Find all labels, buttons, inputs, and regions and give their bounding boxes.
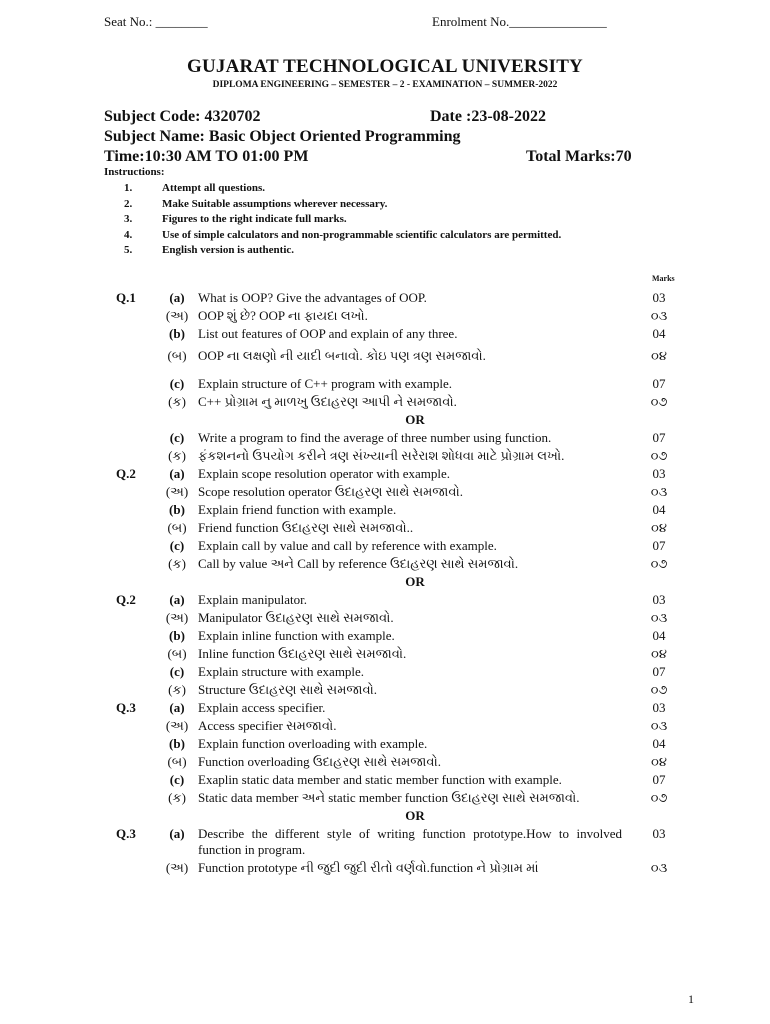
instruction-number: 4. [124,228,133,241]
question-text-gujarati: Friend function ઉદાહરણ સાથે સમજાવો.. [198,520,414,535]
question-marks: ૦૪ [651,754,667,769]
question-marks: 07 [652,538,666,553]
question-number: Q.2 [116,592,136,607]
sub-question-label: (અ) [165,308,189,323]
question-marks: ૦૪ [651,348,667,363]
question-marks: 04 [652,326,666,341]
enrolment-number-label: Enrolment No._______________ [432,14,607,29]
total-marks: Total Marks:70 [526,148,632,165]
sub-question-label: (c) [169,376,185,391]
question-marks: 07 [652,664,666,679]
exam-time: Time:10:30 AM TO 01:00 PM [104,148,309,165]
instruction-text: Make Suitable assumptions wherever necessary. [162,197,388,210]
question-marks: ૦૭ [650,682,668,697]
question-row [100,592,690,608]
question-text-english: Explain structure with example. [198,664,365,679]
question-text-gujarati: OOP શું છે? OOP ના ફાયદા લખો. [198,308,368,323]
question-text-gujarati: Function prototype ની જુદી જુદી રીતો વર્ણવો.function ને પ્રોગ્રામ માં [198,860,539,875]
question-marks: 03 [652,466,666,481]
sub-question-label: (ક) [168,790,186,805]
question-marks: 07 [652,376,666,391]
question-marks: 07 [652,772,666,787]
question-row [100,646,690,662]
question-marks: ૦૩ [650,860,668,875]
subject-name: Subject Name: Basic Object Oriented Programming [104,128,461,145]
sub-question-label: (ક) [168,448,186,463]
question-marks: ૦૪ [651,520,667,535]
sub-question-label: (c) [169,664,185,679]
university-title: GUJARAT TECHNOLOGICAL UNIVERSITY [187,56,583,77]
question-marks: ૦૩ [650,718,668,733]
question-number: Q.2 [116,466,136,481]
question-marks: ૦૪ [651,646,667,661]
question-text-english: Explain function overloading with example. [198,736,428,751]
sub-question-label: (બ) [167,348,187,363]
exam-date: Date :23-08-2022 [430,108,546,125]
sub-question-label: (અ) [165,718,189,733]
question-text-english: Write a program to find the average of three number using function. [198,430,552,445]
questions-table [100,290,690,878]
question-text-english: Explain friend function with example. [198,502,397,517]
question-text-english: Explain structure of C++ program with example. [198,376,453,391]
instruction-number: 2. [124,197,133,210]
question-row [100,754,690,770]
sub-question-label: (બ) [167,520,187,535]
instruction-text: Figures to the right indicate full marks. [162,213,347,225]
question-row [100,664,690,680]
question-row [100,790,690,806]
question-marks: 04 [652,628,666,643]
sub-question-label: (a) [169,592,185,607]
question-row [100,682,690,698]
question-text-gujarati: ફંકશનનો ઉપયોગ કરીને ત્રણ સંખ્યાની સરેરાશ શોધવા માટે પ્રોગ્રામ લખો. [198,448,565,463]
question-marks: ૦૭ [650,448,668,463]
question-text-english: Exaplin static data member and static member function with example. [198,772,562,787]
question-row [100,736,690,752]
sub-question-label: (b) [169,628,185,643]
sub-question-label: (b) [169,736,185,751]
sub-question-label: (a) [169,290,185,305]
sub-question-label: (બ) [167,754,187,769]
question-text-english: What is OOP? Give the advantages of OOP. [198,290,427,305]
question-row [100,348,690,364]
question-row [100,326,690,342]
sub-question-label: (c) [169,538,185,553]
subject-code: Subject Code: 4320702 [104,108,261,125]
question-text-english: Describe the different style of writing function prototype.How to involved function in program. [198,826,622,857]
question-row [100,502,690,518]
question-marks: 03 [652,592,666,607]
or-separator: OR [405,412,425,427]
marks-column-heading: Marks [652,274,675,283]
sub-question-label: (ક) [168,682,186,697]
question-text-english: Explain access specifier. [198,700,326,715]
question-row [100,610,690,626]
question-text-gujarati: Access specifier સમજાવો. [198,718,337,733]
question-marks: ૦૭ [650,394,668,409]
question-row [100,448,690,464]
sub-question-label: (અ) [165,484,189,499]
question-text-english: Explain scope resolution operator with example. [198,466,450,481]
question-row [100,308,690,324]
question-row [100,430,690,446]
question-text-gujarati: Static data member અને static member function ઉદાહરણ સાથે સમજાવો. [198,790,580,805]
instruction-number: 3. [124,213,133,225]
question-marks: ૦૩ [650,308,668,323]
sub-question-label: (b) [169,502,185,517]
instruction-text: English version is authentic. [162,244,295,256]
question-row [100,538,690,554]
sub-question-label: (અ) [165,860,189,875]
question-text-gujarati: Manipulator ઉદાહરણ સાથે સમજાવો. [198,610,394,625]
question-row [100,718,690,734]
question-marks: 03 [652,826,666,841]
sub-question-label: (બ) [167,646,187,661]
question-marks: ૦૭ [650,790,668,805]
sub-question-label: (ક) [168,556,186,571]
question-number: Q.3 [116,826,136,841]
question-row [100,628,690,644]
question-marks: 07 [652,430,666,445]
or-separator: OR [405,808,425,823]
question-marks: 04 [652,502,666,517]
sub-question-label: (b) [169,326,185,341]
sub-question-label: (c) [169,430,185,445]
question-row [100,826,690,858]
question-text-english: Explain call by value and call by reference with example. [198,538,497,553]
instruction-text: Attempt all questions. [162,182,265,194]
question-number: Q.1 [116,290,136,305]
question-text-english: List out features of OOP and explain of any three. [198,326,458,341]
question-text-english: Explain manipulator. [198,592,308,607]
instruction-text: Use of simple calculators and non-programmable scientific calculators are permitted. [162,228,562,241]
or-separator: OR [405,574,425,589]
question-row [100,860,690,876]
instruction-number: 5. [124,244,133,256]
question-row [100,376,690,392]
question-row [100,556,690,572]
question-text-gujarati: C++ પ્રોગ્રામ નુ માળખુ ઉદાહરણ આપી ને સમજાવો. [198,394,457,409]
question-text-gujarati: Scope resolution operator ઉદાહરણ સાથે સમજાવો. [198,484,463,499]
sub-question-label: (c) [169,772,185,787]
question-text-gujarati: OOP ના લક્ષણો ની યાદી બનાવો. કોઇ પણ ત્રણ સમજાવો. [198,348,486,363]
question-text-gujarati: Inline function ઉદાહરણ સાથે સમજાવો. [198,646,407,661]
question-marks: 04 [652,736,666,751]
instructions-heading: Instructions: [104,166,165,178]
question-marks: 03 [652,290,666,305]
sub-question-label: (a) [169,700,185,715]
question-row [100,290,690,306]
question-row [100,394,690,410]
question-row [100,466,690,482]
sub-question-label: (a) [169,466,185,481]
question-marks: ૦૩ [650,610,668,625]
page-number: 1 [688,992,694,1006]
sub-question-label: (a) [169,826,185,841]
instruction-number: 1. [124,182,133,194]
question-row [100,484,690,500]
question-marks: 03 [652,700,666,715]
sub-question-label: (અ) [165,610,189,625]
sub-question-label: (ક) [168,394,186,409]
question-marks: ૦૩ [650,484,668,499]
question-number: Q.3 [116,700,136,715]
question-row [100,520,690,536]
question-text-gujarati: Structure ઉદાહરણ સાથે સમજાવો. [198,682,378,697]
question-marks: ૦૭ [650,556,668,571]
seat-number-label: Seat No.: ________ [104,14,208,29]
question-text-english: Explain inline function with example. [198,628,395,643]
question-text-gujarati: Call by value અને Call by reference ઉદાહરણ સાથે સમજાવો. [198,556,519,571]
exam-subtitle: DIPLOMA ENGINEERING – SEMESTER – 2 - EXAMINATION – SUMMER-2022 [212,80,558,90]
question-row [100,700,690,716]
question-row [100,772,690,788]
question-text-gujarati: Function overloading ઉદાહરણ સાથે સમજાવો. [198,754,441,769]
